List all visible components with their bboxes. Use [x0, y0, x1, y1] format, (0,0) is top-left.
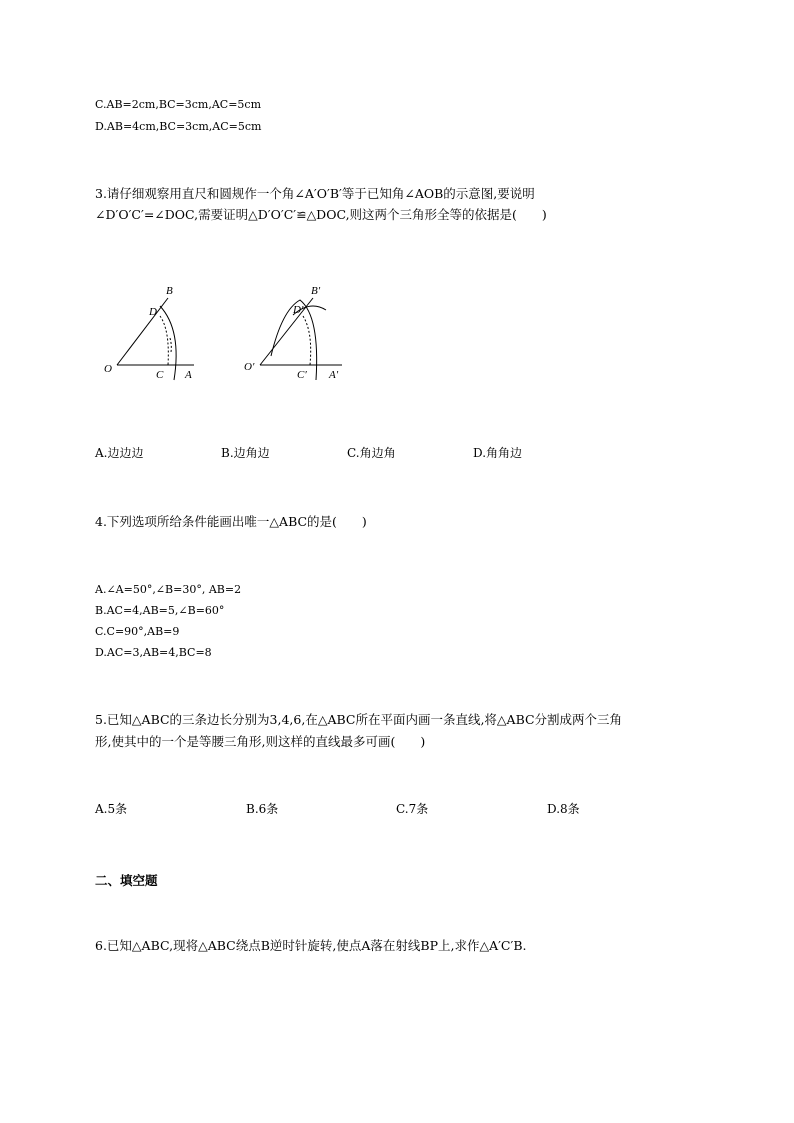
q4-option-c: C.C=90°,AB=9: [95, 625, 180, 638]
q2-option-d: D.AB=4cm,BC=3cm,AC=5cm: [95, 120, 262, 133]
q3-stem-line2: ∠D′O′C′=∠DOC,需要证明△D′O′C′≌△DOC,则这两个三角形全等的依据是( ): [95, 207, 547, 222]
q3-option-d: D.角角边: [473, 446, 523, 460]
fig1-label-b: B: [166, 285, 173, 297]
fig2-dashed-arc: [303, 316, 311, 365]
q3-option-b: B.边角边: [221, 446, 270, 460]
q3-option-a: A.边边边: [95, 446, 144, 460]
fig1-label-d: D: [149, 306, 157, 318]
q4-option-d: D.AC=3,AB=4,BC=8: [95, 646, 212, 659]
section-2-title: 二、填空题: [95, 873, 158, 888]
fig1-small-arc: [170, 338, 171, 352]
q2-option-c: C.AB=2cm,BC=3cm,AC=5cm: [95, 98, 262, 111]
fig2-label-c: C′: [297, 369, 307, 381]
q5-stem-line1: 5.已知△ABC的三条边长分别为3,4,6,在△ABC所在平面内画一条直线,将△ABC分割成两个三角: [95, 712, 623, 727]
q3-stem-line1: 3.请仔细观察用直尺和圆规作一个角∠A′O′B′等于已知角∠AOB的示意图,要说明: [95, 186, 535, 201]
q4-option-a: A.∠A=50°,∠B=30°, AB=2: [95, 583, 242, 596]
fig2-label-b: B′: [311, 285, 321, 297]
fig2-label-a: A′: [329, 369, 339, 381]
q5-option-c: C.7条: [396, 802, 429, 816]
fig2-label-o: O′: [244, 361, 255, 373]
q6-stem: 6.已知△ABC,现将△ABC绕点B逆时针旋转,使点A落在射线BP上,求作△A′C′B.: [95, 938, 527, 953]
q5-option-b: B.6条: [246, 802, 279, 816]
fig2-label-d: D′: [293, 304, 304, 316]
q3-option-c: C.角边角: [347, 446, 396, 460]
fig1-label-o: O: [104, 363, 112, 375]
q5-option-a: A.5条: [95, 802, 128, 816]
q5-option-d: D.8条: [547, 802, 580, 816]
q4-option-b: B.AC=4,AB=5,∠B=60°: [95, 604, 225, 617]
fig1-ray-ob: [117, 298, 168, 365]
fig1-label-c: C: [156, 369, 164, 381]
fig1-label-a: A: [185, 369, 192, 381]
q4-stem: 4.下列选项所给条件能画出唯一△ABC的是( ): [95, 514, 367, 529]
fig2-ray-ob: [260, 298, 313, 365]
q5-stem-line2: 形,使其中的一个是等腰三角形,则这样的直线最多可画( ): [95, 734, 426, 749]
fig1-dashed-arc: [160, 316, 168, 365]
